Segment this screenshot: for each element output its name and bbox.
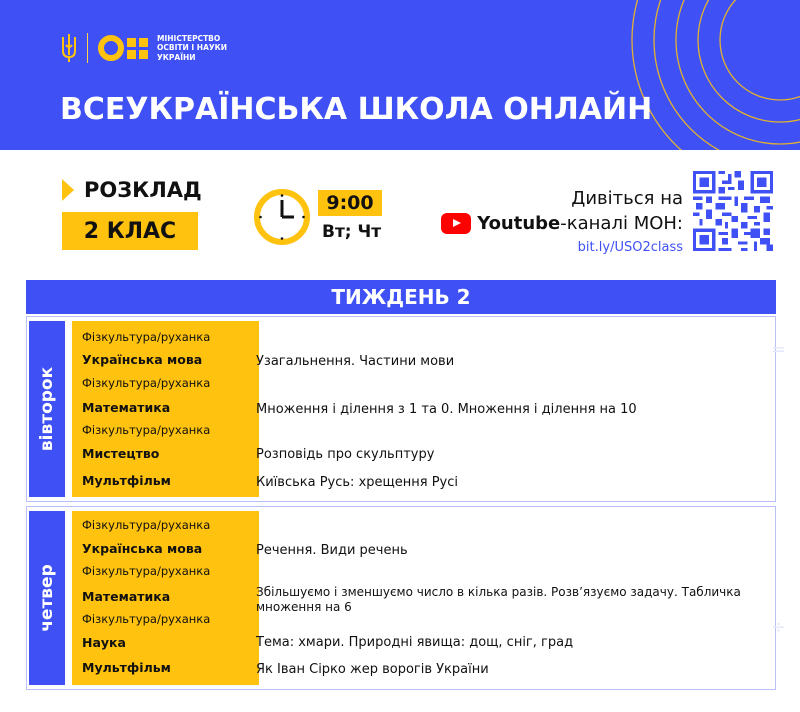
ministry-line-2: ОСВІТИ І НАУКИ [157, 43, 228, 53]
subject-item: Українська мова [82, 541, 203, 556]
subject-item: Фізкультура/руханка [82, 376, 211, 390]
subject-item: Фізкультура/руханка [82, 423, 211, 437]
youtube-brand: Youtube [477, 213, 561, 234]
tuesday-block [26, 316, 787, 502]
clock-icon [252, 187, 312, 247]
trident-icon [60, 33, 78, 63]
youtube-channel-suffix: -каналі МОН: [560, 213, 683, 234]
topic-item: Множення і ділення з 1 та 0. Множення і ділення на 10 [256, 402, 637, 417]
subject-item: Математика [82, 589, 171, 604]
week-title: ТИЖДЕНЬ 2 [26, 280, 776, 314]
subject-item: Фізкультура/руханка [82, 612, 211, 626]
class-badge: 2 КЛАС [62, 212, 198, 250]
broadcast-time: 9:00 [318, 190, 382, 216]
day-label-tuesday [29, 321, 65, 497]
qr-code-icon[interactable] [693, 171, 773, 251]
subject-item: Мультфільм [82, 473, 171, 488]
topic-item: Як Іван Сірко жер ворогів України [256, 662, 489, 677]
subject-item: Фізкультура/руханка [82, 564, 211, 578]
schedule-label-text: РОЗКЛАД [84, 178, 202, 202]
subject-item: Математика [82, 400, 171, 415]
channel-link[interactable]: bit.ly/USO2class [577, 240, 683, 255]
day-label-thursday [29, 511, 65, 685]
subject-item: Українська мова [82, 352, 203, 367]
equals-deco-icon: = [771, 339, 787, 360]
subject-item: Мистецтво [82, 446, 160, 461]
subject-item: Мультфільм [82, 660, 171, 675]
day-name: четвер [37, 564, 57, 632]
broadcast-days: Вт; Чт [322, 222, 382, 242]
arrow-icon [62, 179, 74, 201]
topic-item: Узагальнення. Частини мови [256, 354, 455, 369]
page-title: ВСЕУКРАЇНСЬКА ШКОЛА ОНЛАЙН [60, 92, 653, 127]
youtube-icon [441, 213, 471, 234]
subject-item: Наука [82, 635, 126, 650]
ministry-line-3: УКРАЇНИ [157, 52, 196, 62]
topic-item: Розповідь про скульптуру [256, 447, 435, 462]
mon-logo-icon [98, 35, 148, 61]
schedule-label [62, 178, 202, 202]
topic-item: Тема: хмари. Природні явища: дощ, сніг, град [256, 635, 574, 650]
subject-item: Фізкультура/руханка [82, 518, 211, 532]
thursday-block [26, 506, 787, 690]
subject-item: Фізкультура/руханка [82, 330, 211, 344]
youtube-channel-line [441, 213, 683, 234]
divide-deco-icon: ÷ [771, 617, 787, 638]
day-name: вівторок [37, 366, 57, 452]
ministry-name [157, 34, 227, 63]
header-banner [0, 0, 800, 150]
topic-item: Київська Русь: хрещення Русі [256, 475, 458, 490]
decorative-arcs [480, 0, 800, 150]
watch-text: Дивіться на [571, 188, 683, 209]
ministry-logo [60, 33, 227, 63]
youtube-promo [441, 188, 683, 234]
ministry-line-1: МІНІСТЕРСТВО [157, 33, 221, 43]
topic-item: Речення. Види речень [256, 543, 408, 558]
topic-item: Збільшуємо і зменшуємо число в кілька разів. Розв’язуємо задачу. Табличка множення на 6 [256, 585, 741, 614]
logo-separator [87, 33, 88, 63]
